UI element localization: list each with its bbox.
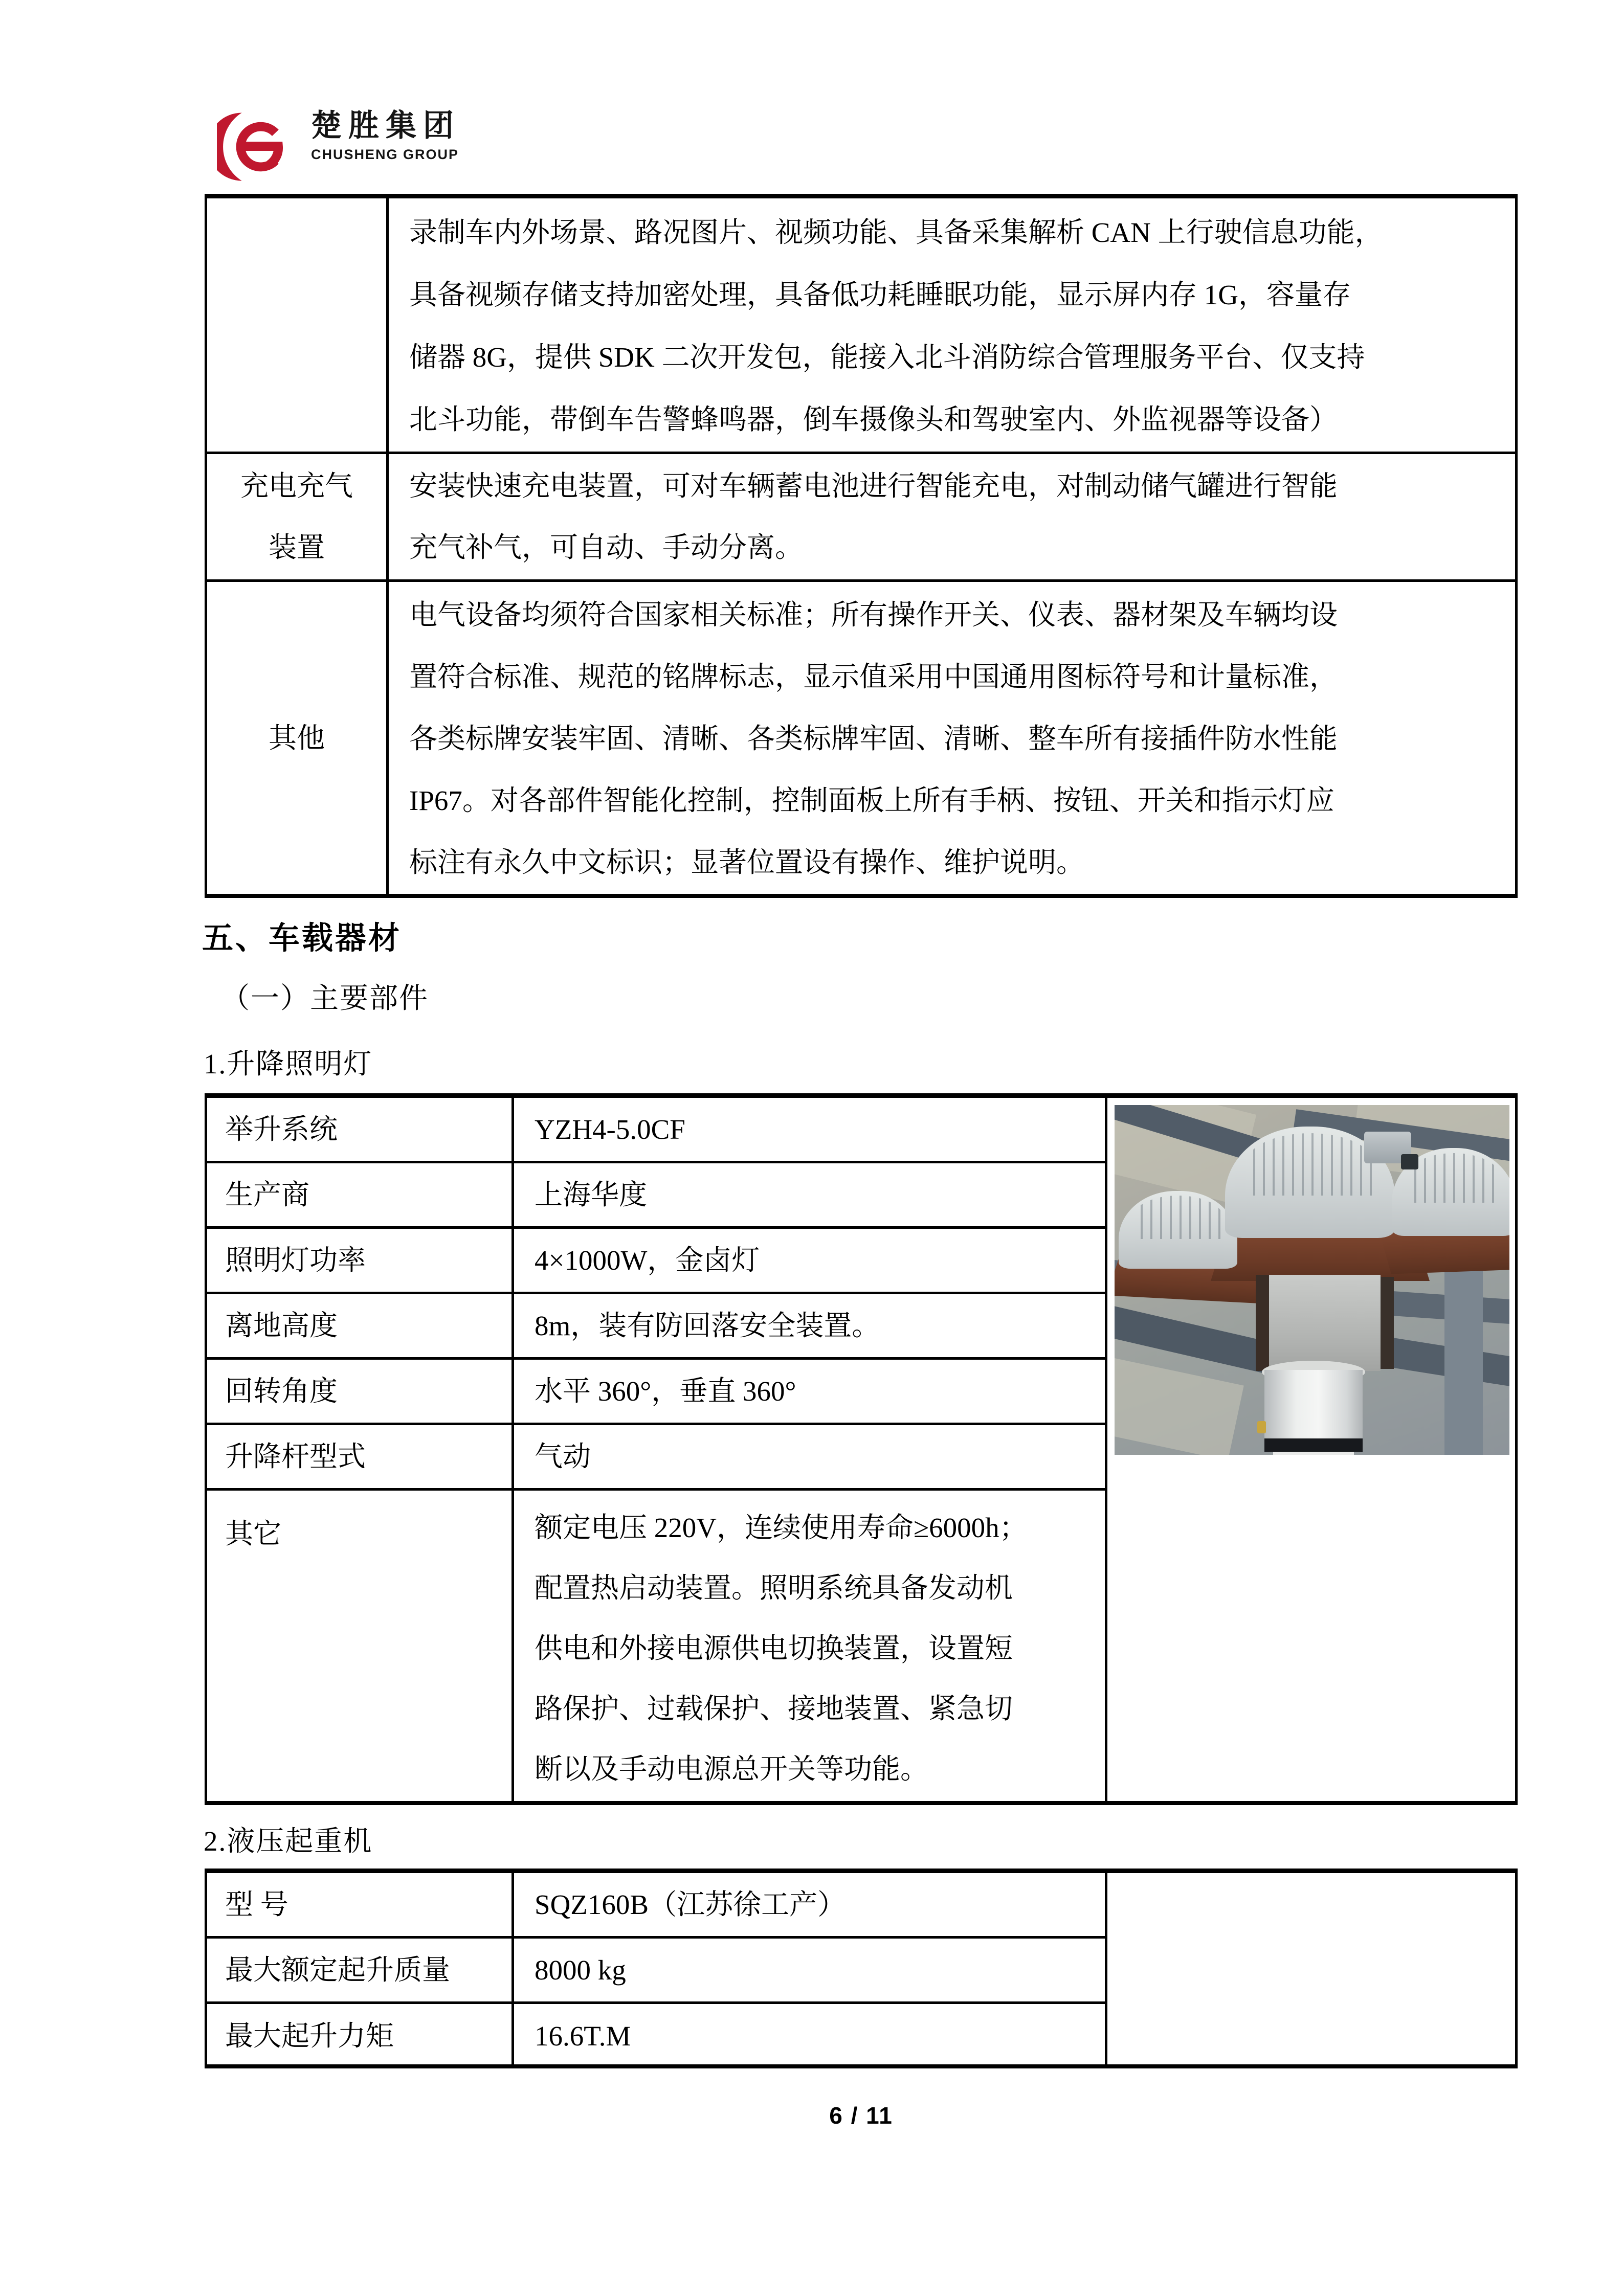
section-heading-vehicle-equipment: 五、车载器材	[202, 921, 402, 956]
spec-row-label	[207, 582, 389, 894]
spec-row-content	[389, 582, 1515, 894]
table-row	[207, 1229, 1105, 1294]
photo-floodlight-left	[1119, 1191, 1237, 1269]
spec-row-other	[207, 582, 1515, 894]
brand-name-en: CHUSHENG GROUP	[311, 147, 459, 163]
value-line: 上海华度	[535, 1179, 648, 1210]
row-value	[514, 1491, 1105, 1801]
lifting-light-rows	[207, 1098, 1107, 1801]
spec-table	[205, 194, 1518, 898]
row-label: 升降杆型式	[207, 1425, 514, 1488]
value-line: 16.6T.M	[535, 2020, 631, 2052]
content-line: 录制车内外场景、路况图片、视频功能、具备采集解析 CAN 上行驶信息功能，	[409, 217, 1383, 248]
row-label: 照明灯功率	[207, 1229, 514, 1292]
value-line: 路保护、过载保护、接地装置、紧急切	[535, 1693, 1013, 1724]
content-line: 置符合标准、规范的铭牌标志，显示值采用中国通用图标符号和计量标准，	[409, 661, 1338, 692]
brand-name-cn: 楚胜集团	[311, 108, 460, 143]
photo-mast-latch	[1257, 1421, 1266, 1433]
photo-center-box	[1269, 1275, 1381, 1371]
table-row-other	[207, 1491, 1105, 1801]
row-value	[514, 1939, 1105, 2001]
row-label: 其它	[207, 1491, 514, 1801]
row-label: 型 号	[207, 1873, 514, 1936]
table-row	[207, 2004, 1105, 2068]
table-row	[207, 1098, 1105, 1163]
table-row	[207, 1360, 1105, 1425]
row-value	[514, 1098, 1105, 1161]
content-line: IP67。对各部件智能化控制，控制面板上所有手柄、按钮、开关和指示灯应	[409, 785, 1334, 816]
photo-mast-band	[1264, 1438, 1363, 1452]
row-label: 最大起升力矩	[207, 2004, 514, 2068]
company-logo	[217, 108, 460, 185]
value-line: 气动	[535, 1440, 591, 1472]
row-label: 回转角度	[207, 1360, 514, 1423]
label-line: 装置	[268, 531, 325, 563]
row-value	[514, 1163, 1105, 1226]
photo-lamp-ribs	[1245, 1133, 1374, 1196]
page-number: 6 / 11	[829, 2102, 893, 2129]
label-line: 其他	[268, 722, 325, 754]
value-line: 供电和外接电源供电切换装置，设置短	[535, 1633, 1013, 1664]
item-heading-lifting-light: 1.升降照明灯	[204, 1048, 373, 1079]
photo-ceiling-panel	[1115, 1358, 1244, 1455]
photo-lamp-ribs	[1407, 1153, 1501, 1202]
content-line: 各类标牌安装牢固、清晰、各类标牌牢固、清晰、整车所有接插件防水性能	[409, 723, 1338, 754]
photo-mast-lower	[1273, 1452, 1354, 1455]
logo-text	[311, 108, 460, 163]
lifting-light-photo	[1115, 1105, 1509, 1455]
chusheng-logo-icon	[217, 108, 294, 185]
row-value	[514, 1229, 1105, 1292]
row-value	[514, 2004, 1105, 2068]
row-label: 离地高度	[207, 1294, 514, 1357]
photo-lamp-ribs	[1133, 1196, 1223, 1239]
row-value	[514, 1360, 1105, 1423]
content-line: 电气设备均须符合国家相关标准；所有操作开关、仪表、器材架及车辆均设	[409, 599, 1338, 631]
content-line: 具备视频存储支持加密处理，具备低功耗睡眠功能，显示屏内存 1G，容量存	[409, 279, 1351, 310]
value-line: 水平 360°，垂直 360°	[535, 1375, 796, 1407]
photo-cell	[1107, 1098, 1515, 1801]
row-value	[514, 1425, 1105, 1488]
lifting-light-table	[205, 1093, 1518, 1805]
hydraulic-crane-rows	[207, 1873, 1107, 2064]
item-heading-hydraulic-crane: 2.液压起重机	[204, 1826, 373, 1857]
value-line: 配置热启动装置。照明系统具备发动机	[535, 1572, 1013, 1604]
value-line: 断以及手动电源总开关等功能。	[535, 1753, 929, 1785]
row-label: 举升系统	[207, 1098, 514, 1161]
content-line: 储器 8G，提供 SDK 二次开发包，能接入北斗消防综合管理服务平台、仅支持	[409, 342, 1365, 373]
row-value	[514, 1294, 1105, 1357]
label-line: 充电充气	[240, 470, 353, 502]
subsection-heading-main-parts: （一）主要部件	[221, 983, 429, 1015]
value-line: YZH4-5.0CF	[535, 1113, 685, 1145]
spec-row-content	[389, 454, 1515, 579]
table-row	[207, 1163, 1105, 1229]
hydraulic-crane-table	[205, 1869, 1518, 2068]
value-line: 4×1000W，金卤灯	[535, 1244, 760, 1276]
content-line: 标注有永久中文标识；显著位置设有操作、维护说明。	[409, 847, 1085, 878]
content-line: 充气补气，可自动、手动分离。	[409, 531, 804, 563]
value-line: 8m，装有防回落安全装置。	[535, 1310, 880, 1341]
table-row	[207, 1294, 1105, 1360]
row-label: 生产商	[207, 1163, 514, 1226]
content-line: 北斗功能，带倒车告警蜂鸣器，倒车摄像头和驾驶室内、外监视器等设备）	[409, 404, 1338, 435]
spec-row-recording	[207, 198, 1515, 454]
table-row	[207, 1425, 1105, 1491]
value-line: 额定电压 220V，连续使用寿命≥6000h；	[535, 1512, 1028, 1543]
table-row	[207, 1873, 1105, 1939]
value-line: SQZ160B（江苏徐工产）	[535, 1888, 846, 1920]
row-value	[514, 1873, 1105, 1936]
empty-table-cell	[1107, 1873, 1515, 2064]
table-row	[207, 1939, 1105, 2004]
spec-row-label	[207, 454, 389, 579]
value-line: 8000 kg	[535, 1954, 626, 1986]
spec-row-label-empty	[207, 198, 389, 452]
spec-row-charging	[207, 454, 1515, 582]
spec-row-content	[389, 198, 1515, 452]
photo-camera-lens	[1401, 1154, 1418, 1169]
row-label: 最大额定起升质量	[207, 1939, 514, 2001]
photo-mast	[1264, 1370, 1363, 1448]
content-line: 安装快速充电装置，可对车辆蓄电池进行智能充电，对制动储气罐进行智能	[409, 470, 1338, 502]
